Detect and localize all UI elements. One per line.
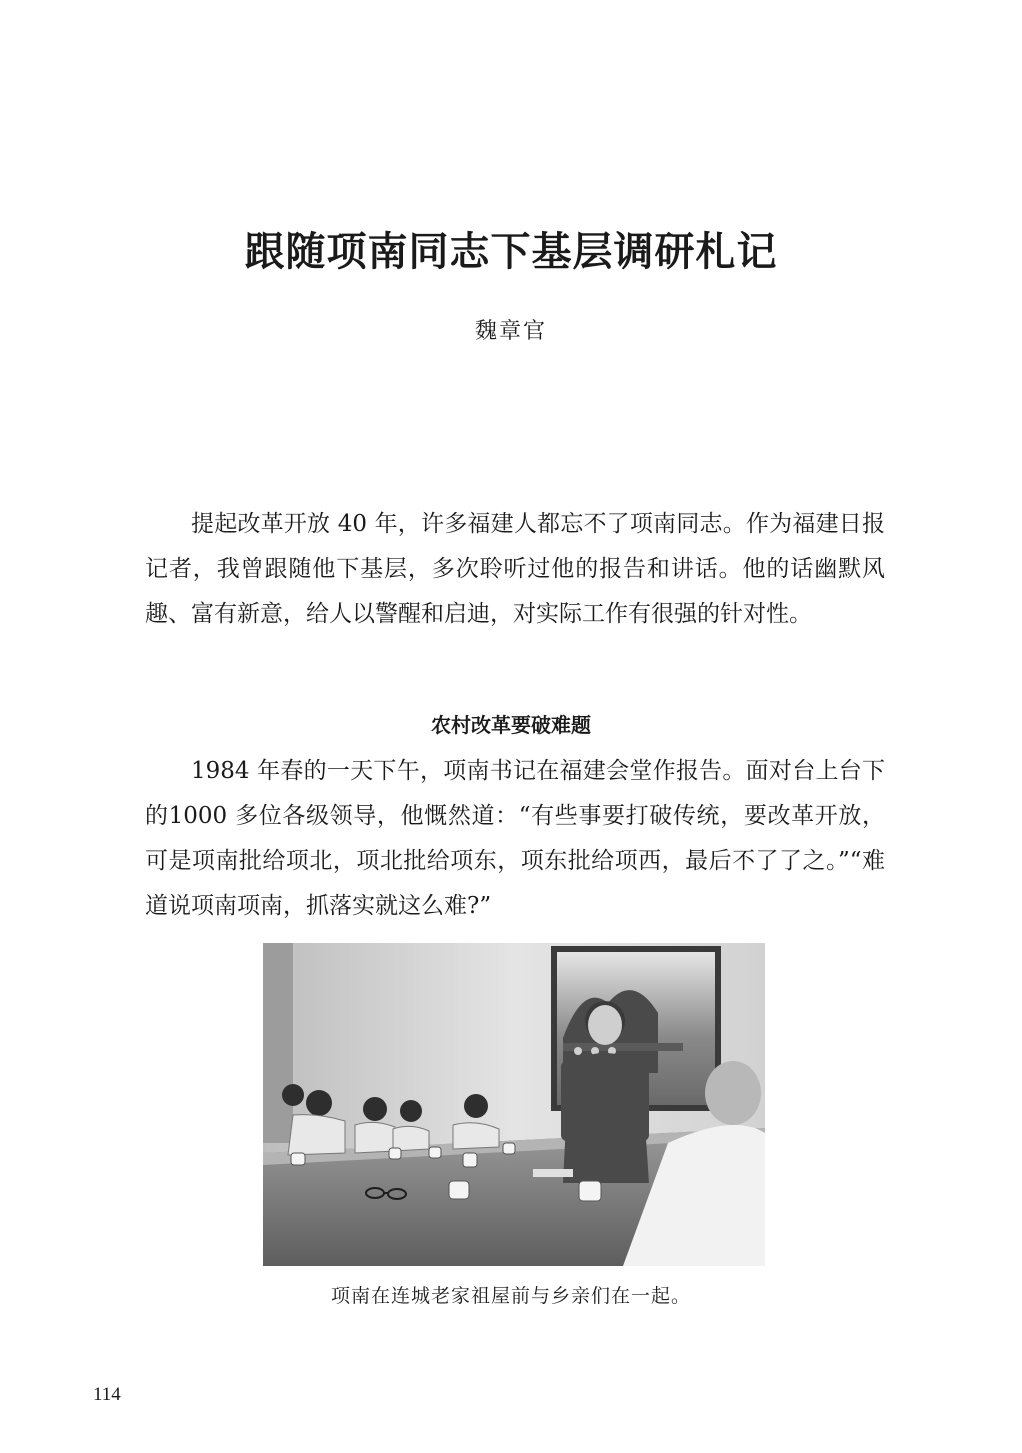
section-heading: 农村改革要破难题 [431, 713, 591, 737]
photo-caption: 项南在连城老家祖屋前与乡亲们在一起。 [330, 1285, 691, 1307]
page-number: 114 [93, 1384, 121, 1405]
article-title: 跟随项南同志下基层调研札记 [244, 228, 778, 275]
intro-paragraph: 提起改革开放 40 年，许多福建人都忘不了项南同志。作为福建日报记者，我曾跟随他下基层，多次聆听过他的报告和讲话。他的话幽默风趣、富有新意，给人以警醒和启迪，对实际工作有很强的针对性。 [145, 511, 885, 627]
section-paragraph: 1984 年春的一天下午，项南书记在福建会堂作报告。面对台上台下的1000 多位各级领导，他慨然道：“有些事要打破传统，要改革开放，可是项南批给项北，项北批给项东，项东批给项西，最后不了了之。”“难道说项南项南，抓落实就这么难?” [145, 758, 885, 919]
article-author: 魏章官 [474, 319, 547, 344]
meeting-photo [263, 943, 765, 1266]
